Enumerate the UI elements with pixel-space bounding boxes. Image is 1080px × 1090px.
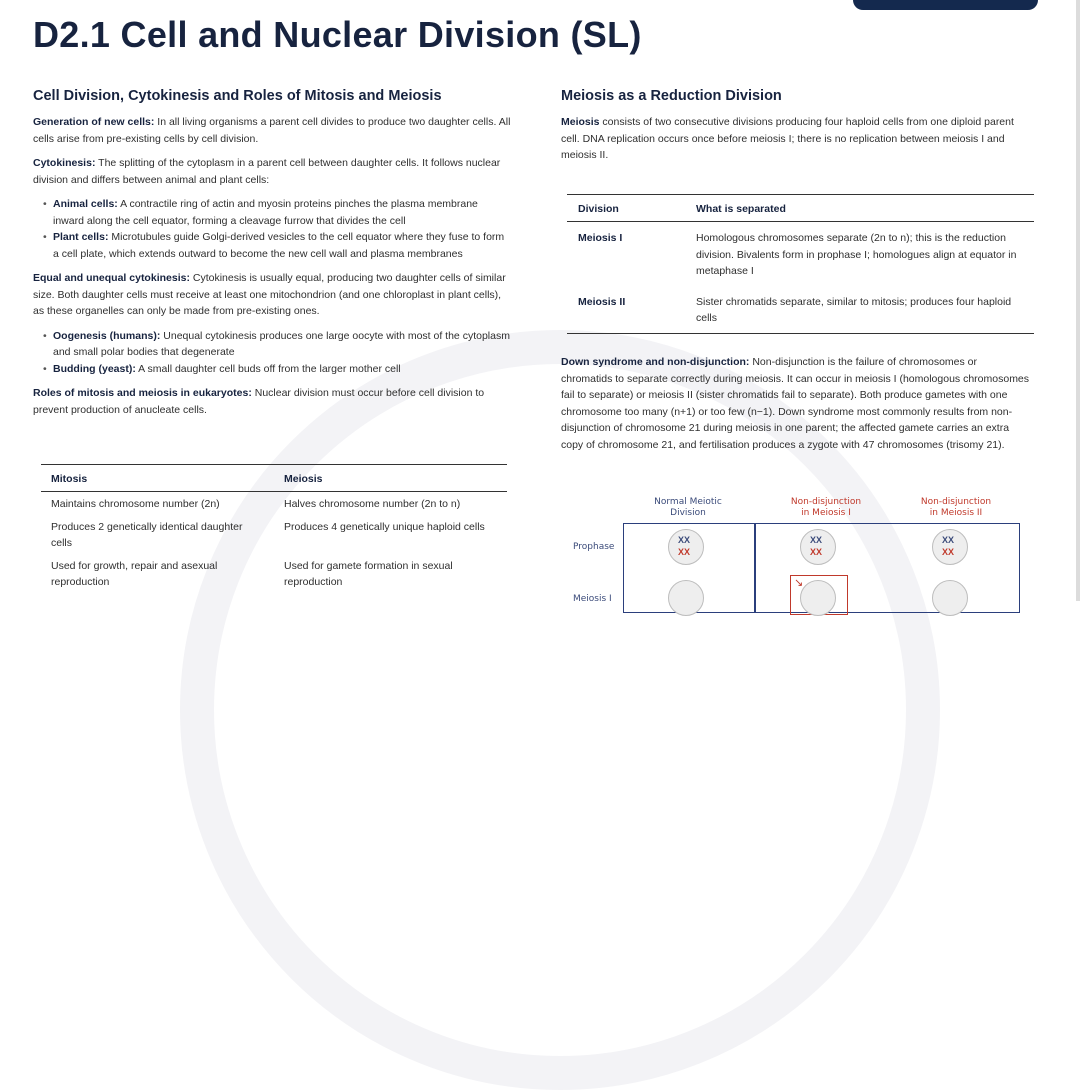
cell-icon: XX XX xyxy=(668,529,704,565)
table-row: Meiosis II Sister chromatids separate, similar to mitosis; produces four haploid cells xyxy=(567,286,1034,334)
arrow-icon: ↘ xyxy=(794,576,804,589)
diagram-col-header: Non-disjunction in Meiosis I xyxy=(790,497,862,518)
list-item: • Budding (yeast): A small daughter cell buds off from the larger mother cell xyxy=(43,361,511,378)
column-header: What is separated xyxy=(685,195,1034,222)
left-column xyxy=(33,88,511,426)
cell-icon: XX XX xyxy=(800,529,836,565)
division-table xyxy=(567,194,1034,334)
cytokinesis-list xyxy=(33,196,511,262)
cell-icon xyxy=(932,580,968,616)
column-header: Meiosis xyxy=(274,465,507,492)
unequal-list xyxy=(33,328,511,378)
list-item: • Animal cells: A contractile ring of actin and myosin proteins pinches the plasma membrane inward along the cell equator, forming a cleavage furrow that divides the cell xyxy=(43,196,511,229)
paragraph-meiosis: Meiosis consists of two consecutive divisions producing four haploid cells from one diploid parent cell. DNA replication occurs once before meiosis I; there is no replication between meiosis I and meiosis II. xyxy=(561,116,1014,161)
table-row: Meiosis I Homologous chromosomes separate (2n to n); this is the reduction division. Bivalents form in prophase I; homologues align at equator in metaphase I xyxy=(578,232,1017,277)
column-header: Mitosis xyxy=(41,465,274,492)
paragraph-cytokinesis: Cytokinesis: The splitting of the cytoplasm in a parent cell between daughter cells. It follows nuclear division and differs between animal and plant cells: xyxy=(33,157,501,186)
list-item: • Oogenesis (humans): Unequal cytokinesis produces one large oocyte with most of the cytoplasm and small polar bodies that degenerate xyxy=(43,328,511,361)
paragraph-equal-unequal: Equal and unequal cytokinesis: Cytokinesis is usually equal, producing two daughter cells of similar size. Both daughter cells must receive at least one mitochondrion (and one chloroplast in plant cells), as these organelles can only be made from pre-existing ones. xyxy=(33,272,506,317)
term: Down syndrome and non-disjunction: xyxy=(561,356,750,368)
section-heading-reduction-division: Meiosis as a Reduction Division xyxy=(561,88,782,104)
section-heading-cell-division: Cell Division, Cytokinesis and Roles of Mitosis and Meiosis xyxy=(33,88,442,104)
paragraph-down-syndrome: Down syndrome and non-disjunction: Non-disjunction is the failure of chromosomes or chromatids to separate correctly during meiosis. It can occur in meiosis I (homologous chromosomes fail to separate) or meiosis II (sister chromatids fail to separate). Both produce gametes with one chromosome too many (n+1) or too few (n−1). Down syndrome most commonly results from non-disjunction of chromosome 21 during meiosis in one parent; the affected gamete carries an extra copy of chromosome 21, and fertilisation produces a zygote with 47 chromosomes (trisomy 21). xyxy=(561,356,1030,451)
mitosis-meiosis-table xyxy=(41,464,507,593)
paragraph-new-cells: Generation of new cells: In all living organisms a parent cell divides to produce two daughter cells. All cells arise from pre-existing cells by cell division. xyxy=(33,116,511,145)
diagram-row-label: Meiosis I xyxy=(573,594,612,604)
table-row: Maintains chromosome number (2n) Halves chromosome number (2n to n) xyxy=(51,498,461,510)
cell-icon xyxy=(800,580,836,616)
paragraph-roles: Roles of mitosis and meiosis in eukaryotes: Nuclear division must occur before cell division to prevent production of anucleate cells. xyxy=(33,387,485,416)
cell-icon: XX XX xyxy=(932,529,968,565)
table-row: Produces 2 genetically identical daughter cells Produces 4 genetically unique haploid cells xyxy=(51,521,485,549)
term: Generation of new cells: xyxy=(33,116,155,128)
right-column xyxy=(561,88,1026,172)
non-disjunction-diagram xyxy=(560,492,1030,607)
list-item: • Plant cells: Microtubules guide Golgi-derived vesicles to the cell equator where they fuse to form a cell plate, which extends outward to become the new cell wall and plasma membranes xyxy=(43,229,511,262)
table-row: Used for growth, repair and asexual reproduction Used for gamete formation in sexual reproduction xyxy=(51,560,453,588)
diagram-row-label: Prophase xyxy=(573,542,615,552)
term: Roles of mitosis and meiosis in eukaryotes: xyxy=(33,387,252,399)
term: Cytokinesis: xyxy=(33,157,96,169)
column-header: Division xyxy=(567,195,685,222)
cell-icon xyxy=(668,580,704,616)
scrollbar-track[interactable] xyxy=(1076,0,1080,601)
diagram-col-header: Normal Meiotic Division xyxy=(654,497,722,518)
header-tab xyxy=(853,0,1038,10)
term: Meiosis xyxy=(561,116,600,128)
term: Equal and unequal cytokinesis: xyxy=(33,272,190,284)
page-title: D2.1 Cell and Nuclear Division (SL) xyxy=(33,14,642,55)
diagram-col-header: Non-disjunction in Meiosis II xyxy=(920,497,992,518)
